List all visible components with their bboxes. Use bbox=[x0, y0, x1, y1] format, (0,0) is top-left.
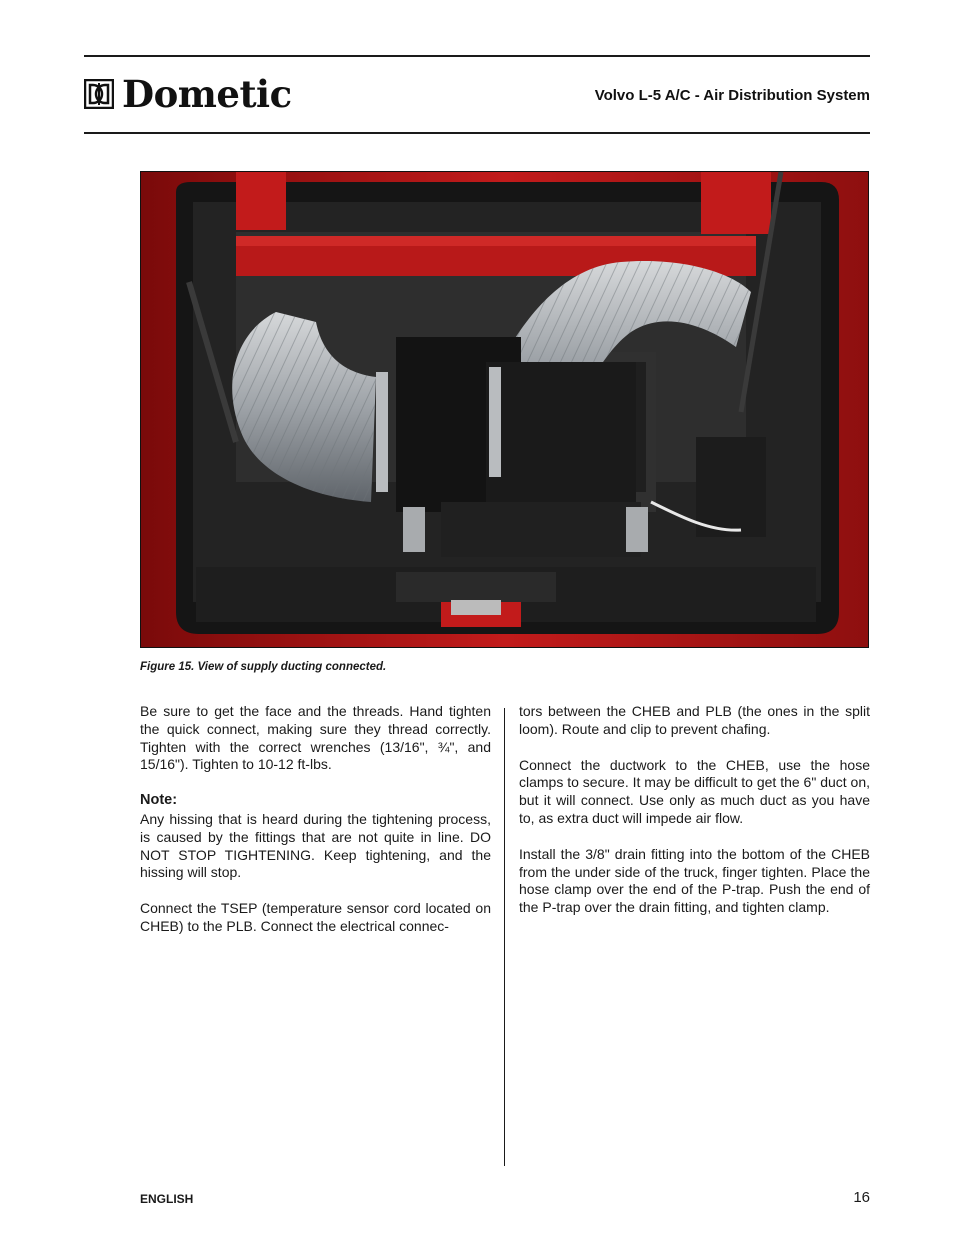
page-number: 16 bbox=[853, 1189, 870, 1206]
paragraph-drain: Install the 3/8" drain fitting into the bottom of the CHEB from the under side of the truck, finger tighten. Place the hose clamp over the end of the P-trap. Push the end of the P-trap over the drain fitting, and tighten clamp. bbox=[519, 845, 870, 916]
brand-logo bbox=[84, 72, 292, 116]
left-column bbox=[140, 703, 491, 954]
header-rule-bottom bbox=[84, 132, 870, 134]
footer-language: ENGLISH bbox=[140, 1192, 194, 1206]
brand-name: Dometic bbox=[122, 72, 292, 116]
figure-caption: Figure 15. View of supply ducting connected. bbox=[140, 661, 387, 673]
dometic-logo-icon bbox=[84, 79, 114, 109]
document-title: Volvo L-5 A/C - Air Distribution System bbox=[594, 87, 870, 104]
note-heading: Note: bbox=[140, 792, 178, 809]
note-text: Any hissing that is heard during the tightening process, is caused by the fittings that are not quite in line. DO NOT STOP TIGHTENING. Keep tightening, and the hissing will stop. bbox=[140, 810, 491, 881]
paragraph-connectors: tors between the CHEB and PLB (the ones in the split loom). Route and clip to prevent chafing. bbox=[519, 703, 870, 737]
paragraph-tsep: Connect the TSEP (temperature sensor cord located on CHEB) to the PLB. Connect the electrical connec- bbox=[140, 900, 491, 934]
figure-photo bbox=[140, 171, 869, 648]
header-rule-top bbox=[84, 55, 870, 57]
supply-ducting-photo bbox=[141, 172, 868, 647]
paragraph-tighten: Be sure to get the face and the threads. Hand tighten the quick connect, making sure they thread correctly. Tighten with the correct wrenches (13/16", ¾", and 15/16"). Tighten to 10-12 ft-lbs. bbox=[140, 703, 491, 773]
right-column bbox=[519, 703, 870, 935]
paragraph-ductwork: Connect the ductwork to the CHEB, use the hose clamps to secure. It may be difficult to get the 6" duct on, but it will connect. Use only as much duct as you have to, as extra duct will impede air flow. bbox=[519, 756, 871, 826]
column-divider bbox=[504, 708, 505, 1166]
